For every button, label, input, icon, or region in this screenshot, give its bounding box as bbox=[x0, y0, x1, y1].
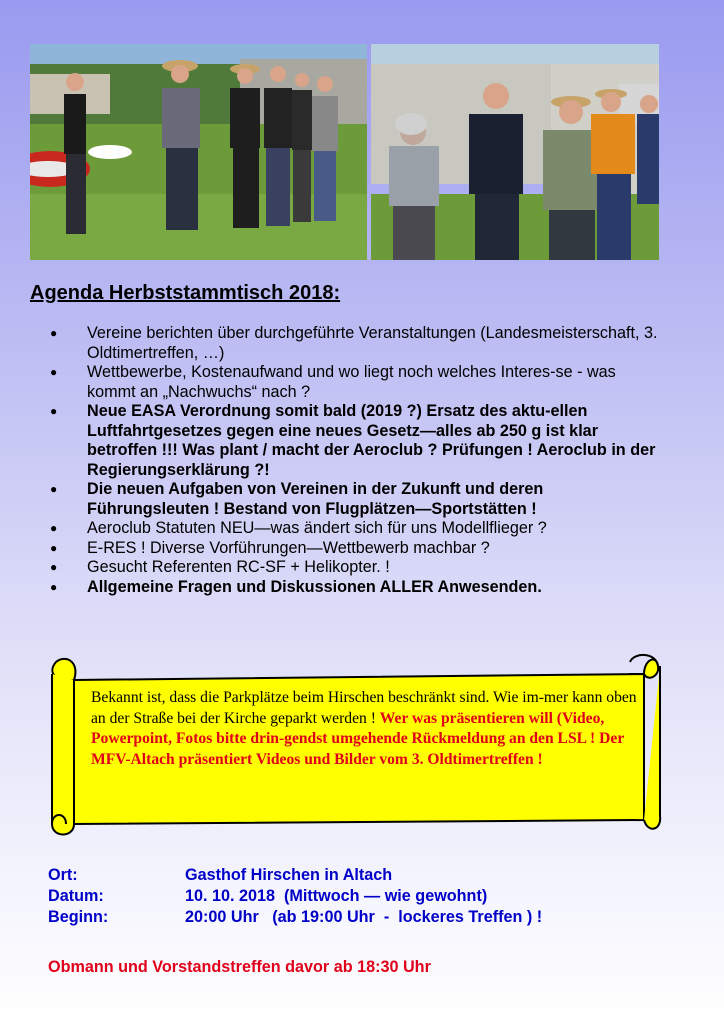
notice-text bbox=[91, 688, 651, 770]
datum-value: 10. 10. 2018 (Mittwoch — wie gewohnt) bbox=[185, 887, 488, 905]
ort-label: Ort: bbox=[48, 866, 78, 884]
agenda-item-text: Allgemeine Fragen und Diskussionen ALLER Anwesenden. bbox=[87, 577, 542, 596]
bullet-icon: ● bbox=[50, 521, 58, 535]
agenda-item-text: Vereine berichten über durchgeführte Veranstaltungen (Landesmeisterschaft, 3. Oldtimertreffen, …) bbox=[87, 324, 658, 362]
datum-label: Datum: bbox=[48, 887, 104, 905]
agenda-item bbox=[50, 558, 660, 578]
agenda-item bbox=[50, 480, 660, 519]
agenda-item bbox=[50, 324, 660, 363]
agenda-item bbox=[50, 578, 660, 598]
bullet-icon: ● bbox=[50, 540, 58, 555]
agenda-item-text: Gesucht Referenten RC-SF + Helikopter. ! bbox=[87, 558, 390, 576]
agenda-list bbox=[50, 324, 660, 597]
board-meeting-note: Obmann und Vorstandstreffen davor ab 18:30 Uhr bbox=[48, 958, 431, 976]
bullet-icon: ● bbox=[50, 404, 58, 418]
bullet-icon: ● bbox=[50, 326, 58, 340]
bullet-icon: ● bbox=[50, 482, 58, 496]
agenda-item-text: E-RES ! Diverse Vorführungen—Wettbewerb machbar ? bbox=[87, 538, 490, 557]
bullet-icon: ● bbox=[50, 560, 58, 574]
agenda-item bbox=[50, 363, 660, 402]
beginn-value: 20:00 Uhr (ab 19:00 Uhr - lockeres Treffen ) ! bbox=[185, 908, 543, 926]
photo-rc-pilots-field bbox=[30, 44, 367, 260]
agenda-item bbox=[50, 402, 660, 480]
agenda-item bbox=[50, 539, 660, 559]
bullet-icon: ● bbox=[50, 579, 58, 594]
notice-presentation-text: Wer was präsentieren will (Video, Powerpoint, Fotos bitte drin-gendst umgehende Rückmeldung an den LSL ! Der MFV-Altach präsentiert Videos und Bilder vom 3. Oldtimertreffen ! bbox=[91, 709, 624, 768]
agenda-item bbox=[50, 519, 660, 539]
bullet-icon: ● bbox=[50, 365, 58, 379]
agenda-item-text: Die neuen Aufgaben von Vereinen in der Zukunft und deren Führungsleuten ! Bestand von Flugplätzen—Sportstätten ! bbox=[87, 480, 544, 518]
agenda-item-text: Wettbewerbe, Kostenaufwand und wo liegt noch welches Interes-se - was kommt an „Nachwuchs“ nach ? bbox=[87, 363, 616, 401]
photo-club-members bbox=[371, 44, 659, 260]
beginn-label: Beginn: bbox=[48, 908, 109, 926]
ort-value: Gasthof Hirschen in Altach bbox=[185, 866, 393, 884]
agenda-item-text: Neue EASA Verordnung somit bald (2019 ?) Ersatz des aktu-ellen Luftfahrtgesetzes gegen eine neues Gesetz—alles ab 250 g ist klar betroffen !!! Was plant / macht der Aeroclub ? Prüfungen ! Aeroclub in der Regierungserklärung ?! bbox=[87, 402, 656, 479]
notice-parking-text: Bekannt ist, dass die Parkplätze beim Hirschen beschränkt sind. Wie im-mer kann oben an der Straße bei der Kirche geparkt werden ! bbox=[91, 689, 637, 727]
agenda-item-text: Aeroclub Statuten NEU—was ändert sich für uns Modellflieger ? bbox=[87, 519, 547, 537]
agenda-heading: Agenda Herbststammtisch 2018: bbox=[30, 282, 341, 304]
notice-scroll-banner bbox=[44, 652, 664, 840]
